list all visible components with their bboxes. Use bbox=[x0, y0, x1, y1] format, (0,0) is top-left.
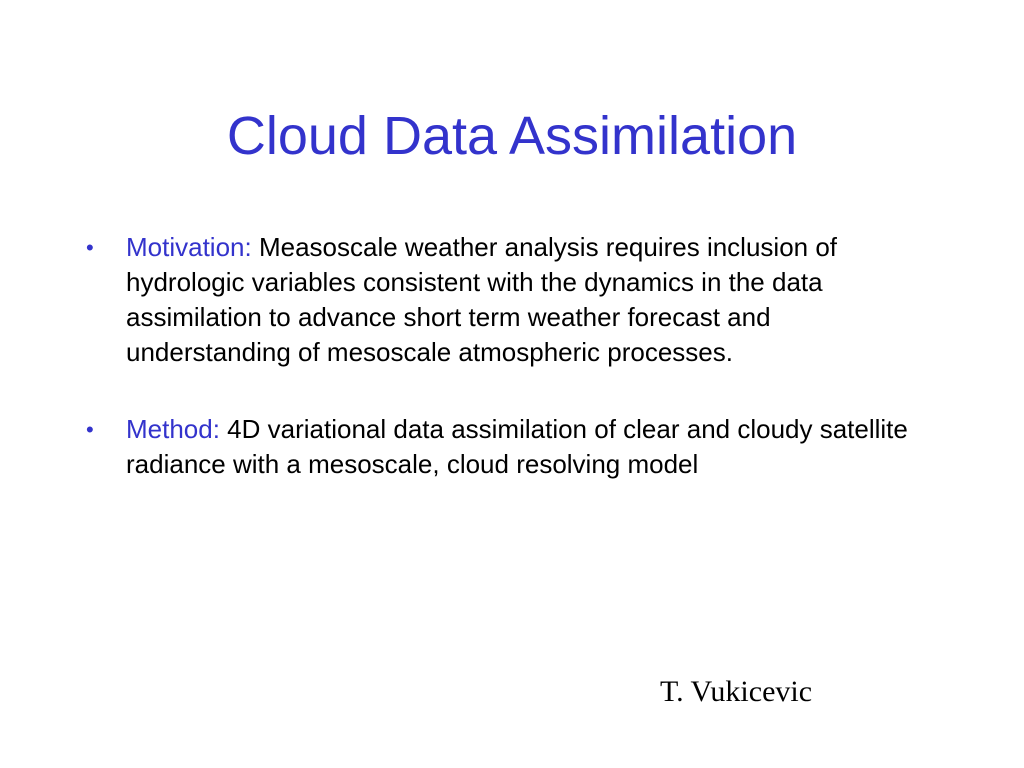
method-text: 4D variational data assimilation of clear and cloudy satellite radiance with a mesoscale, cloud resolving model bbox=[126, 414, 908, 479]
motivation-text: Measoscale weather analysis requires inclusion of hydrologic variables consistent with the dynamics in the data assimilation to advance short term weather forecast and understanding of mesoscale atmospheric processes. bbox=[126, 232, 838, 367]
bullet-marker: • bbox=[86, 235, 94, 260]
motivation-label: Motivation: bbox=[126, 232, 259, 262]
slide-title: Cloud Data Assimilation bbox=[226, 106, 798, 166]
bullet-list bbox=[86, 230, 916, 482]
bullet-motivation bbox=[86, 230, 916, 370]
bullet-method bbox=[86, 412, 916, 482]
author-name: T. Vukicevic bbox=[660, 675, 813, 708]
bullet-marker: • bbox=[86, 417, 94, 442]
method-label: Method: bbox=[126, 414, 228, 444]
